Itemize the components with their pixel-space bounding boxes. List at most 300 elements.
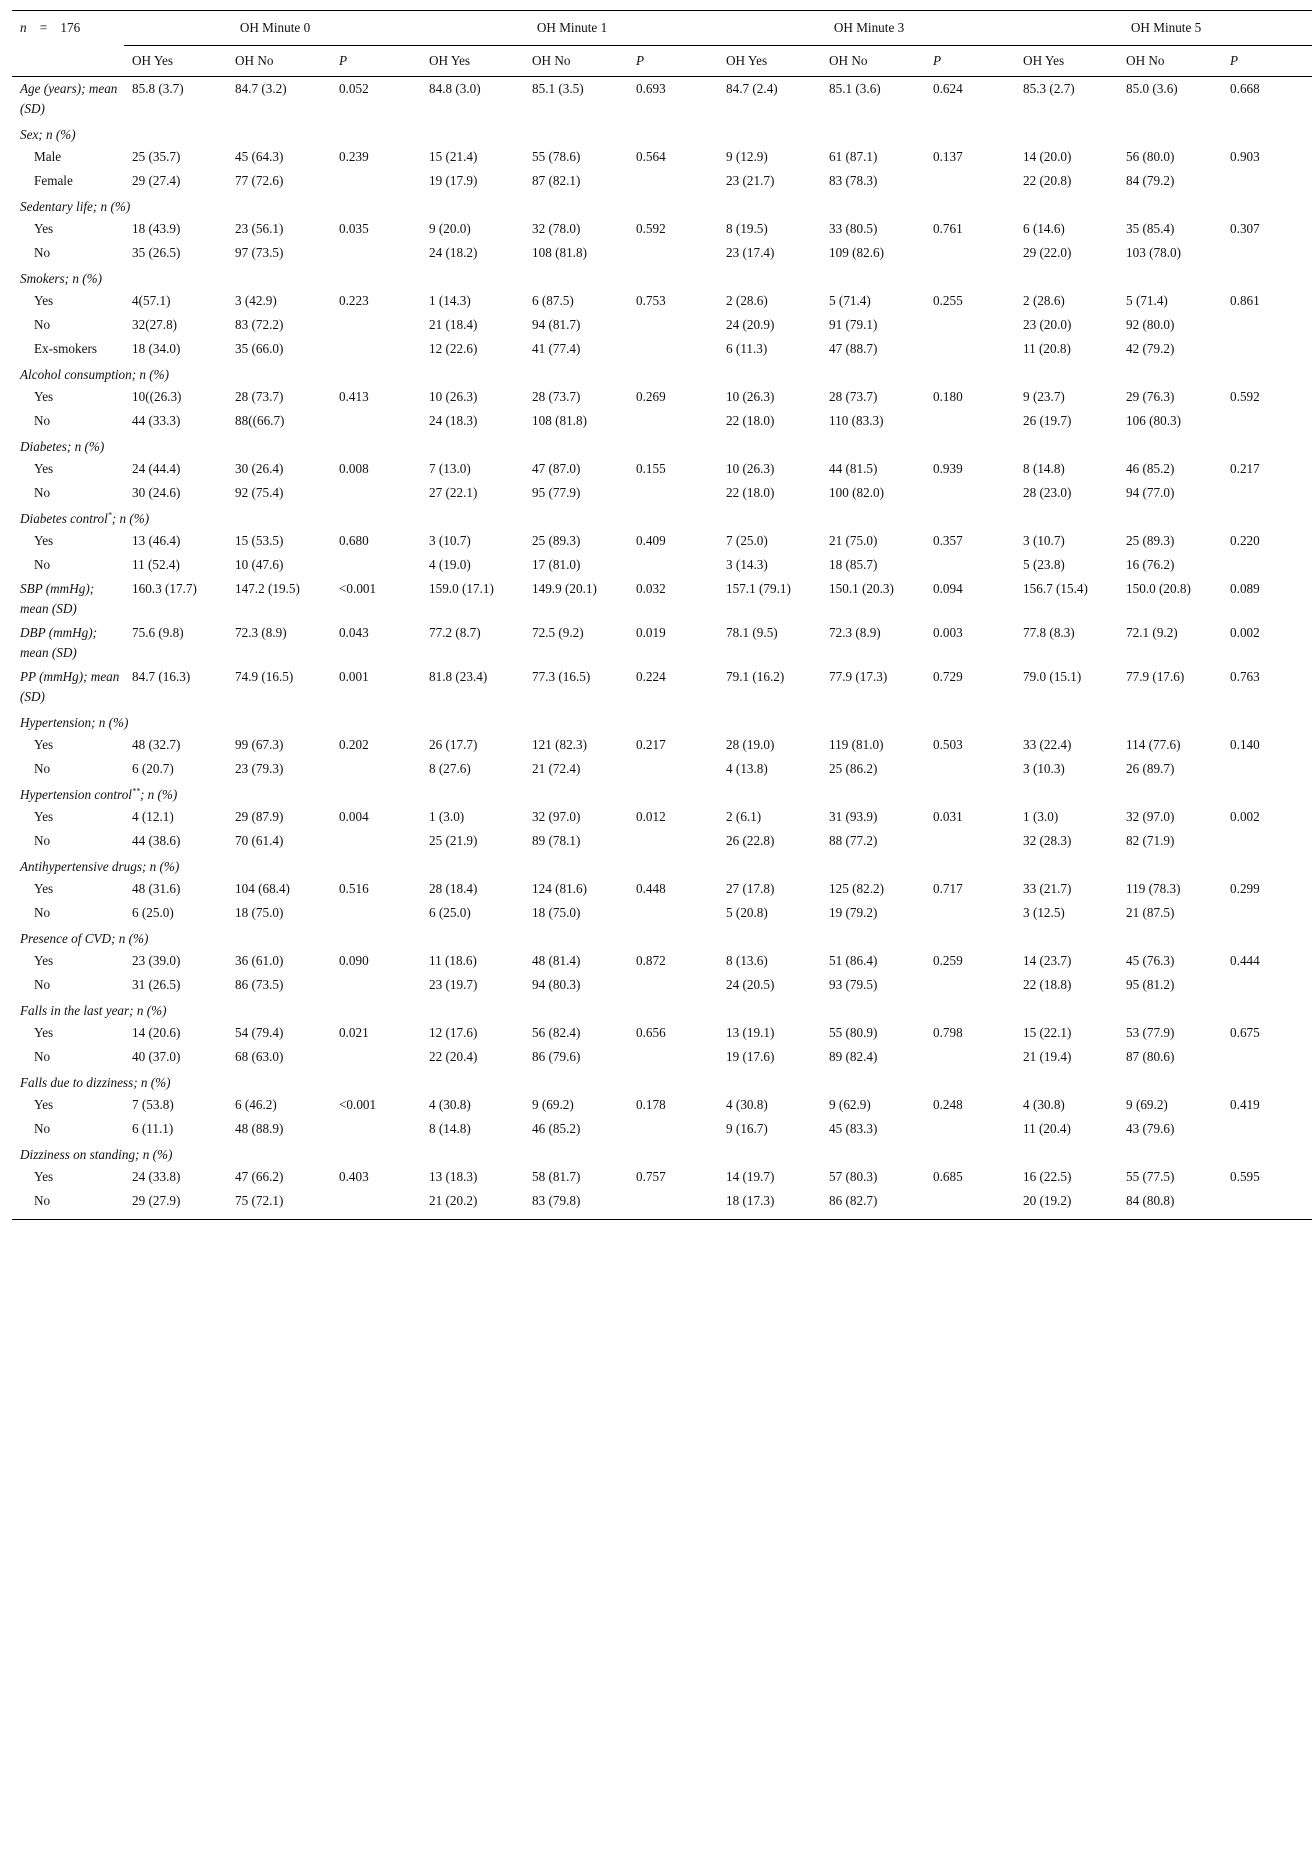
table-cell: 41 (77.4) — [532, 341, 581, 356]
variable-row — [12, 621, 1312, 665]
table-cell: 24 (20.9) — [726, 317, 775, 332]
p-value-cell: 0.413 — [339, 389, 369, 404]
p-value-cell — [1222, 409, 1312, 433]
p-value-cell — [1222, 313, 1312, 337]
table-cell: 8 (13.6) — [726, 953, 768, 968]
p-value-cell — [331, 1189, 421, 1220]
p-value-cell: 0.035 — [339, 221, 369, 236]
table-cell: 15 (21.4) — [429, 149, 478, 164]
p-value-cell — [925, 1045, 1015, 1069]
table-cell: 32 (78.0) — [532, 221, 581, 236]
table-cell: 18 (17.3) — [718, 1189, 821, 1220]
table-cell: 150.1 (20.3) — [829, 581, 894, 596]
table-cell: 85.0 (3.6) — [1126, 81, 1178, 96]
p-value-cell — [628, 901, 718, 925]
p-value-cell: 0.693 — [636, 81, 666, 96]
table-cell: 16 (22.5) — [1023, 1169, 1072, 1184]
table-cell: 23 (56.1) — [235, 221, 284, 236]
row-label: No — [34, 1121, 51, 1136]
table-cell: 72.3 (8.9) — [829, 625, 881, 640]
section-label — [12, 121, 1312, 145]
oh-no-header: OH No — [821, 46, 925, 77]
p-value-cell — [331, 313, 421, 337]
section-label — [12, 361, 1312, 385]
table-cell: 88((66.7) — [235, 413, 285, 428]
p-value-cell: 0.090 — [339, 953, 369, 968]
table-cell: 88 (77.2) — [829, 833, 878, 848]
table-row — [12, 529, 1312, 553]
p-value-cell: 0.002 — [1230, 809, 1260, 824]
table-cell: 6 (25.0) — [132, 905, 174, 920]
p-value-cell: 0.140 — [1230, 737, 1260, 752]
p-value-cell: 0.872 — [636, 953, 666, 968]
row-label: Yes — [34, 737, 54, 752]
p-value-cell: 0.223 — [339, 293, 369, 308]
table-cell: 47 (66.2) — [235, 1169, 284, 1184]
table-cell: 32 (97.0) — [532, 809, 581, 824]
table-cell: 30 (24.6) — [132, 485, 181, 500]
section-header-row — [12, 265, 1312, 289]
table-cell: 10 (26.3) — [429, 389, 478, 404]
table-cell: 25 (86.2) — [829, 761, 878, 776]
table-cell: 6 (14.6) — [1023, 221, 1065, 236]
section-header-row — [12, 361, 1312, 385]
row-label: Age (years); mean (SD) — [20, 81, 118, 116]
table-cell: 83 (79.8) — [524, 1189, 628, 1220]
p-value-cell: 0.001 — [339, 669, 369, 684]
row-label: Yes — [34, 221, 54, 236]
table-cell: 6 (87.5) — [532, 293, 574, 308]
table-cell: 10((26.3) — [132, 389, 182, 404]
row-label: No — [34, 905, 51, 920]
table-cell: 29 (22.0) — [1023, 245, 1072, 260]
table-cell: 74.9 (16.5) — [235, 669, 294, 684]
section-header-row — [12, 193, 1312, 217]
table-cell: 77.9 (17.3) — [829, 669, 888, 684]
p-value-cell: 0.419 — [1230, 1097, 1260, 1112]
table-cell: 45 (83.3) — [829, 1121, 878, 1136]
p-value-cell — [628, 241, 718, 265]
section-label-text: Dizziness on standing; n (%) — [20, 1147, 173, 1162]
table-cell: 28 (73.7) — [829, 389, 878, 404]
oh-no-header: OH No — [227, 46, 331, 77]
table-cell: 6 (11.1) — [132, 1121, 174, 1136]
table-cell: 84.8 (3.0) — [429, 81, 481, 96]
table-cell: 16 (76.2) — [1126, 557, 1175, 572]
table-cell: 23 (79.3) — [235, 761, 284, 776]
p-value-cell: 0.004 — [339, 809, 369, 824]
table-cell: 104 (68.4) — [235, 881, 290, 896]
row-label: Yes — [34, 953, 54, 968]
p-value-header: P — [628, 46, 718, 77]
variable-row — [12, 77, 1312, 122]
table-cell: 6 (20.7) — [132, 761, 174, 776]
table-row — [12, 1117, 1312, 1141]
table-cell: 159.0 (17.1) — [429, 581, 494, 596]
table-cell: 23 (17.4) — [726, 245, 775, 260]
table-row — [12, 457, 1312, 481]
results-table-container — [12, 10, 1260, 1220]
table-row — [12, 145, 1312, 169]
p-value-cell — [331, 337, 421, 361]
p-value-cell — [628, 337, 718, 361]
table-cell: 45 (76.3) — [1126, 953, 1175, 968]
p-value-cell: 0.217 — [636, 737, 666, 752]
table-cell: 7 (53.8) — [132, 1097, 174, 1112]
row-label: No — [34, 833, 51, 848]
table-cell: 84.7 (3.2) — [235, 81, 287, 96]
p-value-cell: 0.753 — [636, 293, 666, 308]
p-value-cell — [331, 757, 421, 781]
table-cell: 3 (14.3) — [726, 557, 768, 572]
table-cell: 61 (87.1) — [829, 149, 878, 164]
table-cell: 25 (21.9) — [429, 833, 478, 848]
row-label: Yes — [34, 881, 54, 896]
n-equals: = — [39, 20, 48, 36]
table-cell: 5 (71.4) — [1126, 293, 1168, 308]
section-label-text: Diabetes control — [20, 511, 108, 526]
table-row — [12, 1189, 1312, 1220]
p-value-cell — [925, 313, 1015, 337]
p-value-header: P — [925, 46, 1015, 77]
p-value-cell: 0.675 — [1230, 1025, 1260, 1040]
row-label: No — [34, 317, 51, 332]
table-cell: 18 (75.0) — [532, 905, 581, 920]
p-value-cell — [628, 1117, 718, 1141]
p-value-cell — [1222, 169, 1312, 193]
table-cell: 48 (31.6) — [132, 881, 181, 896]
table-cell: 6 (11.3) — [726, 341, 768, 356]
p-value-cell: 0.137 — [933, 149, 963, 164]
table-cell: 42 (79.2) — [1126, 341, 1175, 356]
section-label — [12, 193, 1312, 217]
table-cell: 157.1 (79.1) — [726, 581, 791, 596]
table-cell: 5 (20.8) — [726, 905, 768, 920]
table-cell: 12 (22.6) — [429, 341, 478, 356]
p-value-cell: 0.239 — [339, 149, 369, 164]
table-cell: 28 (18.4) — [429, 881, 478, 896]
table-cell: 29 (27.4) — [132, 173, 181, 188]
p-value-cell: 0.052 — [339, 81, 369, 96]
table-cell: 28 (23.0) — [1023, 485, 1072, 500]
table-row — [12, 553, 1312, 577]
table-cell: 82 (71.9) — [1126, 833, 1175, 848]
table-cell: 147.2 (19.5) — [235, 581, 300, 596]
section-label — [12, 505, 1312, 529]
p-value-cell — [628, 409, 718, 433]
table-cell: 20 (19.2) — [1015, 1189, 1118, 1220]
table-cell: 77.3 (16.5) — [532, 669, 591, 684]
section-label — [12, 433, 1312, 457]
p-value-cell: 0.180 — [933, 389, 963, 404]
table-cell: 14 (20.6) — [132, 1025, 181, 1040]
table-cell: 54 (79.4) — [235, 1025, 284, 1040]
table-cell: 44 (33.3) — [132, 413, 181, 428]
row-label: Yes — [34, 1097, 54, 1112]
p-value-cell: 0.307 — [1230, 221, 1260, 236]
p-value-cell — [331, 481, 421, 505]
table-cell: 48 (81.4) — [532, 953, 581, 968]
p-value-cell: 0.259 — [933, 953, 963, 968]
table-cell: 103 (78.0) — [1126, 245, 1181, 260]
table-row — [12, 385, 1312, 409]
table-cell: 10 (26.3) — [726, 389, 775, 404]
row-label: Yes — [34, 533, 54, 548]
table-cell: 119 (81.0) — [829, 737, 884, 752]
variable-row — [12, 577, 1312, 621]
section-header-row — [12, 1141, 1312, 1165]
table-cell: 3 (12.5) — [1023, 905, 1065, 920]
p-value-cell: 0.595 — [1230, 1169, 1260, 1184]
n-label: n — [20, 20, 27, 36]
p-value-header: P — [1222, 46, 1312, 77]
table-cell: 21 (75.0) — [829, 533, 878, 548]
table-cell: 85.8 (3.7) — [132, 81, 184, 96]
table-cell: 35 (85.4) — [1126, 221, 1175, 236]
table-row — [12, 409, 1312, 433]
section-header-row — [12, 709, 1312, 733]
table-cell: 33 (80.5) — [829, 221, 878, 236]
table-cell: 72.5 (9.2) — [532, 625, 584, 640]
table-cell: 8 (14.8) — [1023, 461, 1065, 476]
section-header-row — [12, 853, 1312, 877]
table-cell: 55 (78.6) — [532, 149, 581, 164]
table-cell: 11 (52.4) — [132, 557, 180, 572]
table-cell: 99 (67.3) — [235, 737, 284, 752]
table-cell: 26 (89.7) — [1126, 761, 1175, 776]
p-value-cell: 0.202 — [339, 737, 369, 752]
table-row — [12, 1021, 1312, 1045]
p-value-cell — [1222, 757, 1312, 781]
table-cell: 32 (28.3) — [1023, 833, 1072, 848]
table-cell: 11 (18.6) — [429, 953, 477, 968]
p-value-cell: 0.019 — [636, 625, 666, 640]
oh-no-header: OH No — [1118, 46, 1222, 77]
table-cell: 40 (37.0) — [132, 1049, 181, 1064]
p-value-cell — [1222, 829, 1312, 853]
section-header-row — [12, 925, 1312, 949]
table-cell: 24 (33.8) — [132, 1169, 181, 1184]
table-cell: 7 (25.0) — [726, 533, 768, 548]
section-label-text: Smokers; n (%) — [20, 271, 103, 286]
table-cell: 81.8 (23.4) — [429, 669, 488, 684]
table-cell: 44 (38.6) — [132, 833, 181, 848]
table-cell: 68 (63.0) — [235, 1049, 284, 1064]
p-value-cell: 0.798 — [933, 1025, 963, 1040]
table-cell: 4(57.1) — [132, 293, 171, 308]
table-cell: 100 (82.0) — [829, 485, 884, 500]
table-row — [12, 1165, 1312, 1189]
table-cell: 28 (19.0) — [726, 737, 775, 752]
table-row — [12, 733, 1312, 757]
table-cell: 94 (77.0) — [1126, 485, 1175, 500]
table-cell: 14 (20.0) — [1023, 149, 1072, 164]
p-value-cell — [925, 901, 1015, 925]
table-cell: 7 (13.0) — [429, 461, 471, 476]
p-value-cell: 0.448 — [636, 881, 666, 896]
p-value-cell — [1222, 973, 1312, 997]
p-value-cell — [331, 901, 421, 925]
table-cell: 114 (77.6) — [1126, 737, 1181, 752]
table-row — [12, 313, 1312, 337]
table-cell: 85.3 (2.7) — [1023, 81, 1075, 96]
table-cell: 94 (80.3) — [532, 977, 581, 992]
table-cell: 46 (85.2) — [1126, 461, 1175, 476]
p-value-cell: 0.761 — [933, 221, 963, 236]
table-cell: 89 (82.4) — [829, 1049, 878, 1064]
table-cell: 119 (78.3) — [1126, 881, 1181, 896]
p-value-cell — [628, 313, 718, 337]
section-header-row — [12, 781, 1312, 805]
row-label: No — [34, 245, 51, 260]
table-cell: 45 (64.3) — [235, 149, 284, 164]
row-label: Yes — [34, 1169, 54, 1184]
row-label: No — [34, 557, 51, 572]
table-cell: 89 (78.1) — [532, 833, 581, 848]
table-cell: 8 (14.8) — [429, 1121, 471, 1136]
p-value-cell — [628, 1045, 718, 1069]
table-cell: 22 (18.0) — [726, 485, 775, 500]
p-value-cell: <0.001 — [339, 581, 377, 596]
table-cell: 19 (17.9) — [429, 173, 478, 188]
table-cell: 57 (80.3) — [829, 1169, 878, 1184]
row-label: No — [34, 1049, 51, 1064]
table-row — [12, 1045, 1312, 1069]
p-value-cell: 0.939 — [933, 461, 963, 476]
group-header-minute-0: OH Minute 0 — [124, 11, 421, 46]
table-row — [12, 1093, 1312, 1117]
table-cell: 35 (26.5) — [132, 245, 181, 260]
table-cell: 25 (35.7) — [132, 149, 181, 164]
table-cell: 46 (85.2) — [532, 1121, 581, 1136]
table-cell: 86 (79.6) — [532, 1049, 581, 1064]
section-label-text: Antihypertensive drugs; n (%) — [20, 859, 180, 874]
section-label-suffix: ; n (%) — [139, 787, 178, 802]
p-value-cell — [1222, 1189, 1312, 1220]
table-cell: 18 (34.0) — [132, 341, 181, 356]
p-value-cell — [331, 553, 421, 577]
p-value-cell: 0.503 — [933, 737, 963, 752]
row-label: No — [12, 1189, 124, 1220]
row-label: Yes — [34, 293, 54, 308]
table-cell: 70 (61.4) — [235, 833, 284, 848]
group-header-minute-3: OH Minute 3 — [718, 11, 1015, 46]
table-cell: 23 (21.7) — [726, 173, 775, 188]
table-cell: 6 (46.2) — [235, 1097, 277, 1112]
table-cell: 24 (18.2) — [429, 245, 478, 260]
footnote-marker: * — [107, 510, 112, 520]
table-cell: 150.0 (20.8) — [1126, 581, 1191, 596]
table-cell: 27 (22.1) — [429, 485, 478, 500]
section-label-text: Hypertension control — [20, 787, 132, 802]
table-cell: 12 (17.6) — [429, 1025, 478, 1040]
p-value-cell: 0.685 — [933, 1169, 963, 1184]
p-value-cell — [628, 829, 718, 853]
table-cell: 4 (19.0) — [429, 557, 471, 572]
p-value-cell — [1222, 1045, 1312, 1069]
table-row — [12, 901, 1312, 925]
table-row — [12, 481, 1312, 505]
table-cell: 92 (75.4) — [235, 485, 284, 500]
table-cell: 22 (18.8) — [1023, 977, 1072, 992]
p-value-cell: 0.003 — [933, 625, 963, 640]
n-value: 176 — [60, 20, 81, 36]
section-header-row — [12, 1069, 1312, 1093]
table-cell: 51 (86.4) — [829, 953, 878, 968]
table-row — [12, 877, 1312, 901]
p-value-cell: 0.403 — [339, 1169, 369, 1184]
table-cell: 31 (26.5) — [132, 977, 181, 992]
table-cell: 75.6 (9.8) — [132, 625, 184, 640]
section-label-text: Sedentary life; n (%) — [20, 199, 131, 214]
p-value-cell: 0.516 — [339, 881, 369, 896]
row-label: PP (mmHg); mean (SD) — [20, 669, 120, 704]
table-cell: 18 (85.7) — [829, 557, 878, 572]
table-cell: 4 (12.1) — [132, 809, 174, 824]
p-value-cell — [331, 829, 421, 853]
p-value-cell: 0.409 — [636, 533, 666, 548]
group-header-minute-1: OH Minute 1 — [421, 11, 718, 46]
table-cell: 5 (71.4) — [829, 293, 871, 308]
section-label — [12, 997, 1312, 1021]
table-cell: 84 (80.8) — [1118, 1189, 1222, 1220]
row-label: Ex-smokers — [34, 341, 97, 356]
table-cell: 23 (39.0) — [132, 953, 181, 968]
p-value-cell — [925, 409, 1015, 433]
row-label: Male — [34, 149, 62, 164]
table-cell: 48 (32.7) — [132, 737, 181, 752]
table-cell: 108 (81.8) — [532, 245, 587, 260]
p-value-cell: 0.729 — [933, 669, 963, 684]
table-cell: 18 (43.9) — [132, 221, 181, 236]
section-label-text: Falls in the last year; n (%) — [20, 1003, 167, 1018]
table-cell: 32(27.8) — [132, 317, 178, 332]
table-cell: 5 (23.8) — [1023, 557, 1065, 572]
table-cell: 26 (17.7) — [429, 737, 478, 752]
p-value-cell — [925, 241, 1015, 265]
table-cell: 3 (42.9) — [235, 293, 277, 308]
p-value-cell: 0.220 — [1230, 533, 1260, 548]
table-cell: 77.2 (8.7) — [429, 625, 481, 640]
table-cell: 84.7 (16.3) — [132, 669, 191, 684]
table-cell: 3 (10.7) — [429, 533, 471, 548]
table-cell: 84.7 (2.4) — [726, 81, 778, 96]
p-value-cell — [331, 409, 421, 433]
table-cell: 9 (23.7) — [1023, 389, 1065, 404]
table-cell: 32 (97.0) — [1126, 809, 1175, 824]
table-cell: 8 (27.6) — [429, 761, 471, 776]
table-cell: 35 (66.0) — [235, 341, 284, 356]
table-cell: 87 (80.6) — [1126, 1049, 1175, 1064]
table-cell: 29 (27.9) — [124, 1189, 227, 1220]
table-cell: 160.3 (17.7) — [132, 581, 197, 596]
p-value-cell — [925, 1189, 1015, 1220]
p-value-cell — [925, 973, 1015, 997]
table-cell: 125 (82.2) — [829, 881, 884, 896]
p-value-cell: 0.155 — [636, 461, 666, 476]
table-cell: 106 (80.3) — [1126, 413, 1181, 428]
group-header-minute-5: OH Minute 5 — [1015, 11, 1312, 46]
table-cell: 28 (73.7) — [235, 389, 284, 404]
table-cell: 3 (10.7) — [1023, 533, 1065, 548]
p-value-cell — [1222, 553, 1312, 577]
row-label: DBP (mmHg); mean (SD) — [20, 625, 98, 660]
table-cell: 9 (12.9) — [726, 149, 768, 164]
table-cell: 6 (25.0) — [429, 905, 471, 920]
table-cell: 47 (88.7) — [829, 341, 878, 356]
table-row — [12, 757, 1312, 781]
p-value-cell — [628, 553, 718, 577]
